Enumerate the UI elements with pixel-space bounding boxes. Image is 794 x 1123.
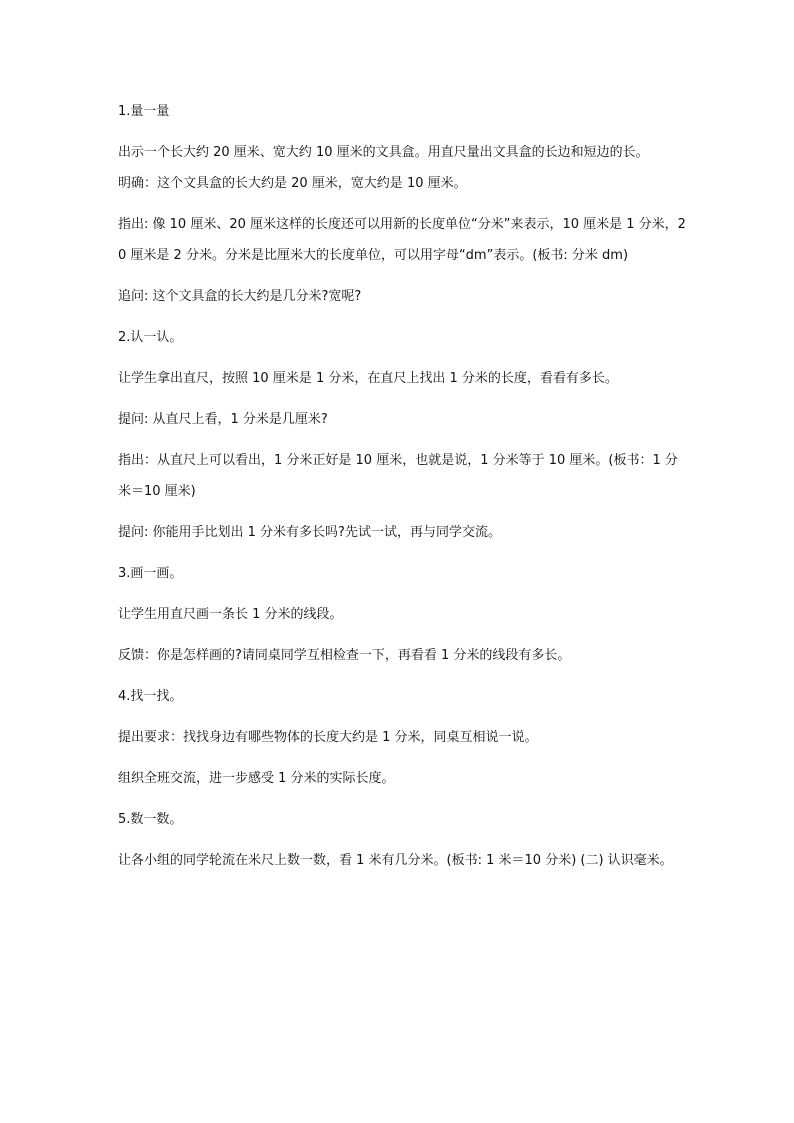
paragraph-requirement: 提出要求：找找身边有哪些物体的长度大约是 1 分米，同桌互相说一说。 bbox=[118, 730, 538, 745]
document-body bbox=[118, 96, 688, 886]
paragraph-feedback: 反馈：你是怎样画的?请同桌同学互相检查一下，再看看 1 分米的线段有多长。 bbox=[118, 648, 571, 663]
paragraph-count-meter: 让各小组的同学轮流在米尺上数一数，看 1 米有几分米。(板书: 1 米＝10 分米) (二) 认识毫米。 bbox=[118, 853, 673, 868]
paragraph-follow-up-question: 追问: 这个文具盒的长大约是几分米?宽呢? bbox=[118, 289, 362, 304]
paragraph-draw-line: 让学生用直尺画一条长 1 分米的线段。 bbox=[118, 607, 343, 622]
paragraph-take-ruler: 让学生拿出直尺，按照 10 厘米是 1 分米，在直尺上找出 1 分米的长度，看看有多长。 bbox=[118, 371, 618, 386]
paragraph-point-out-decimeter: 指出: 像 10 厘米、20 厘米这样的长度还可以用新的长度单位“分米”来表示，10 厘米是 1 分米，20 厘米是 2 分米。分米是比厘米大的长度单位，可以用字母“dm”表示。(板书: 分米 dm) bbox=[118, 217, 686, 263]
heading-draw: 3.画一画。 bbox=[118, 566, 183, 581]
heading-measure: 1.量一量 bbox=[118, 104, 170, 119]
paragraph-question-ruler: 提问: 从直尺上看，1 分米是几厘米? bbox=[118, 412, 328, 427]
paragraph-clarify: 明确：这个文具盒的长大约是 20 厘米，宽大约是 10 厘米。 bbox=[118, 176, 467, 191]
paragraph-point-out-equal: 指出：从直尺上可以看出，1 分米正好是 10 厘米，也就是说，1 分米等于 10 厘米。(板书：1 分米＝10 厘米) bbox=[118, 453, 678, 499]
paragraph-class-exchange: 组织全班交流，进一步感受 1 分米的实际长度。 bbox=[118, 771, 395, 786]
heading-find: 4.找一找。 bbox=[118, 689, 183, 704]
paragraph-show-pencil-box: 出示一个长大约 20 厘米、宽大约 10 厘米的文具盒。用直尺量出文具盒的长边和短边的长。 bbox=[118, 145, 649, 160]
heading-count: 5.数一数。 bbox=[118, 812, 183, 827]
heading-recognize: 2.认一认。 bbox=[118, 330, 183, 345]
paragraph-question-hand: 提问: 你能用手比划出 1 分米有多长吗?先试一试，再与同学交流。 bbox=[118, 525, 501, 540]
